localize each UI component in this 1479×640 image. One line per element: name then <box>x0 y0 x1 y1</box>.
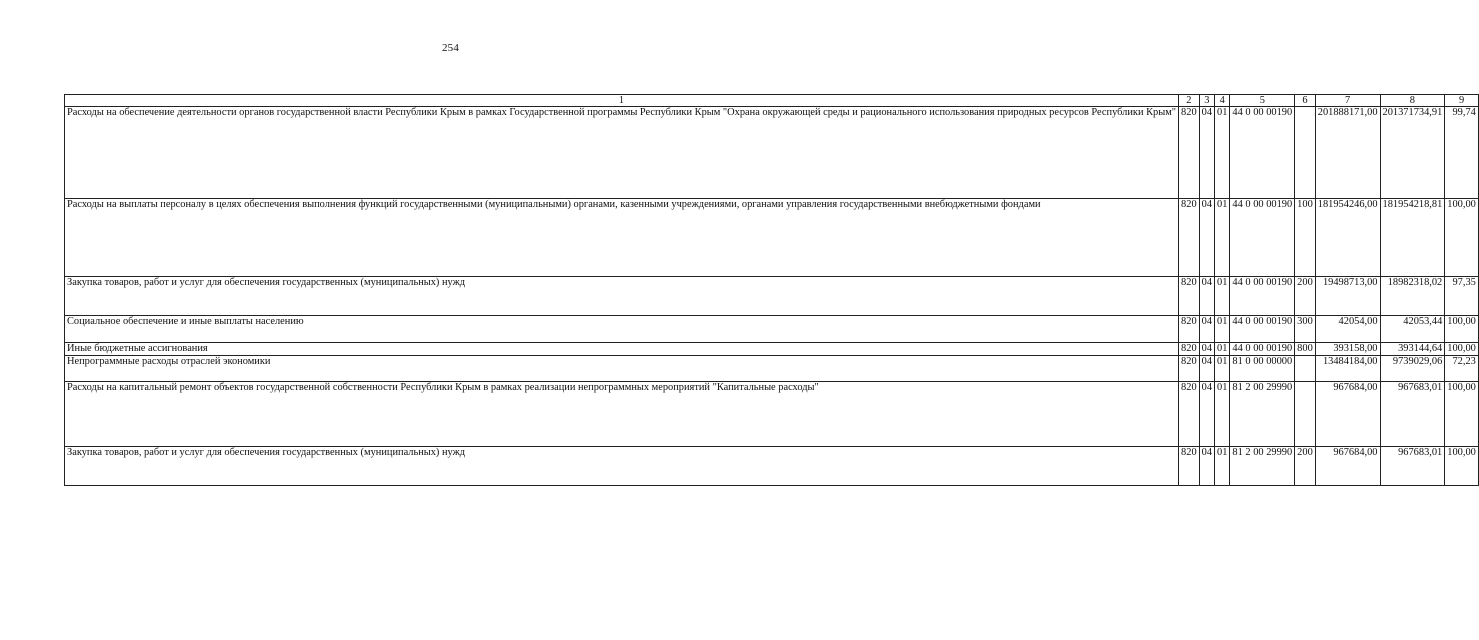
expense-name: Иные бюджетные ассигнования <box>65 343 1179 356</box>
ministry-code: 820 <box>1179 316 1200 343</box>
executed-amount: 967683,01 <box>1380 447 1445 486</box>
planned-amount: 201888171,00 <box>1315 107 1380 199</box>
planned-amount: 42054,00 <box>1315 316 1380 343</box>
column-header-2: 2 <box>1179 95 1200 107</box>
section-code: 04 <box>1199 356 1214 382</box>
executed-amount: 393144,64 <box>1380 343 1445 356</box>
ministry-code: 820 <box>1179 382 1200 447</box>
section-code: 04 <box>1199 199 1214 277</box>
expense-name: Расходы на обеспечение деятельности органов государственной власти Республики Крым в рамках Государственной программы Республики Крым "Охрана окружающей среды и рационального использования природных ресурсов Республики Крым" <box>65 107 1179 199</box>
subsection-code: 01 <box>1215 343 1230 356</box>
target-article-code: 44 0 00 00190 <box>1230 316 1295 343</box>
target-article-code: 44 0 00 00190 <box>1230 277 1295 316</box>
section-code: 04 <box>1199 107 1214 199</box>
execution-percent: 100,00 <box>1445 316 1479 343</box>
execution-percent: 99,74 <box>1445 107 1479 199</box>
ministry-code: 820 <box>1179 343 1200 356</box>
expense-name: Непрограммные расходы отраслей экономики <box>65 356 1179 382</box>
expense-name: Закупка товаров, работ и услуг для обеспечения государственных (муниципальных) нужд <box>65 447 1179 486</box>
executed-amount: 967683,01 <box>1380 382 1445 447</box>
subsection-code: 01 <box>1215 277 1230 316</box>
table-header-row <box>65 95 1479 107</box>
target-article-code: 81 2 00 29990 <box>1230 447 1295 486</box>
column-header-8: 8 <box>1380 95 1445 107</box>
expense-type-code: 300 <box>1295 316 1316 343</box>
section-code: 04 <box>1199 382 1214 447</box>
target-article-code: 44 0 00 00190 <box>1230 343 1295 356</box>
column-header-9: 9 <box>1445 95 1479 107</box>
column-header-1: 1 <box>65 95 1179 107</box>
column-header-3: 3 <box>1199 95 1214 107</box>
subsection-code: 01 <box>1215 382 1230 447</box>
target-article-code: 44 0 00 00190 <box>1230 107 1295 199</box>
planned-amount: 393158,00 <box>1315 343 1380 356</box>
executed-amount: 201371734,91 <box>1380 107 1445 199</box>
expense-name: Расходы на капитальный ремонт объектов государственной собственности Республики Крым в рамках реализации непрограммных мероприятий "Капитальные расходы" <box>65 382 1179 447</box>
ministry-code: 820 <box>1179 447 1200 486</box>
execution-percent: 100,00 <box>1445 343 1479 356</box>
section-code: 04 <box>1199 277 1214 316</box>
expense-type-code: 800 <box>1295 343 1316 356</box>
section-code: 04 <box>1199 316 1214 343</box>
expense-name: Социальное обеспечение и иные выплаты населению <box>65 316 1179 343</box>
expense-type-code <box>1295 382 1316 447</box>
section-code: 04 <box>1199 447 1214 486</box>
subsection-code: 01 <box>1215 447 1230 486</box>
executed-amount: 9739029,06 <box>1380 356 1445 382</box>
target-article-code: 81 2 00 29990 <box>1230 382 1295 447</box>
column-header-4: 4 <box>1215 95 1230 107</box>
subsection-code: 01 <box>1215 316 1230 343</box>
subsection-code: 01 <box>1215 356 1230 382</box>
table-row <box>65 316 1479 343</box>
planned-amount: 13484184,00 <box>1315 356 1380 382</box>
table-row <box>65 107 1479 199</box>
executed-amount: 42053,44 <box>1380 316 1445 343</box>
subsection-code: 01 <box>1215 107 1230 199</box>
execution-percent: 100,00 <box>1445 447 1479 486</box>
table-row <box>65 447 1479 486</box>
expense-name: Закупка товаров, работ и услуг для обеспечения государственных (муниципальных) нужд <box>65 277 1179 316</box>
table-row <box>65 343 1479 356</box>
planned-amount: 967684,00 <box>1315 382 1380 447</box>
budget-execution-table <box>64 94 1479 486</box>
executed-amount: 181954218,81 <box>1380 199 1445 277</box>
section-code: 04 <box>1199 343 1214 356</box>
page-number: 254 <box>441 42 460 54</box>
ministry-code: 820 <box>1179 356 1200 382</box>
ministry-code: 820 <box>1179 199 1200 277</box>
planned-amount: 181954246,00 <box>1315 199 1380 277</box>
table-row <box>65 382 1479 447</box>
planned-amount: 19498713,00 <box>1315 277 1380 316</box>
expense-type-code <box>1295 356 1316 382</box>
subsection-code: 01 <box>1215 199 1230 277</box>
table-row <box>65 356 1479 382</box>
expense-type-code <box>1295 107 1316 199</box>
planned-amount: 967684,00 <box>1315 447 1380 486</box>
column-header-5: 5 <box>1230 95 1295 107</box>
column-header-6: 6 <box>1295 95 1316 107</box>
ministry-code: 820 <box>1179 277 1200 316</box>
execution-percent: 100,00 <box>1445 382 1479 447</box>
expense-type-code: 200 <box>1295 447 1316 486</box>
table-row <box>65 199 1479 277</box>
expense-name: Расходы на выплаты персоналу в целях обеспечения выполнения функций государственными (муниципальными) органами, казенными учреждениями, органами управления государственными внебюджетными фондами <box>65 199 1179 277</box>
execution-percent: 97,35 <box>1445 277 1479 316</box>
column-header-7: 7 <box>1315 95 1380 107</box>
table-row <box>65 277 1479 316</box>
ministry-code: 820 <box>1179 107 1200 199</box>
execution-percent: 100,00 <box>1445 199 1479 277</box>
target-article-code: 44 0 00 00190 <box>1230 199 1295 277</box>
expense-type-code: 200 <box>1295 277 1316 316</box>
target-article-code: 81 0 00 00000 <box>1230 356 1295 382</box>
execution-percent: 72,23 <box>1445 356 1479 382</box>
executed-amount: 18982318,02 <box>1380 277 1445 316</box>
expense-type-code: 100 <box>1295 199 1316 277</box>
